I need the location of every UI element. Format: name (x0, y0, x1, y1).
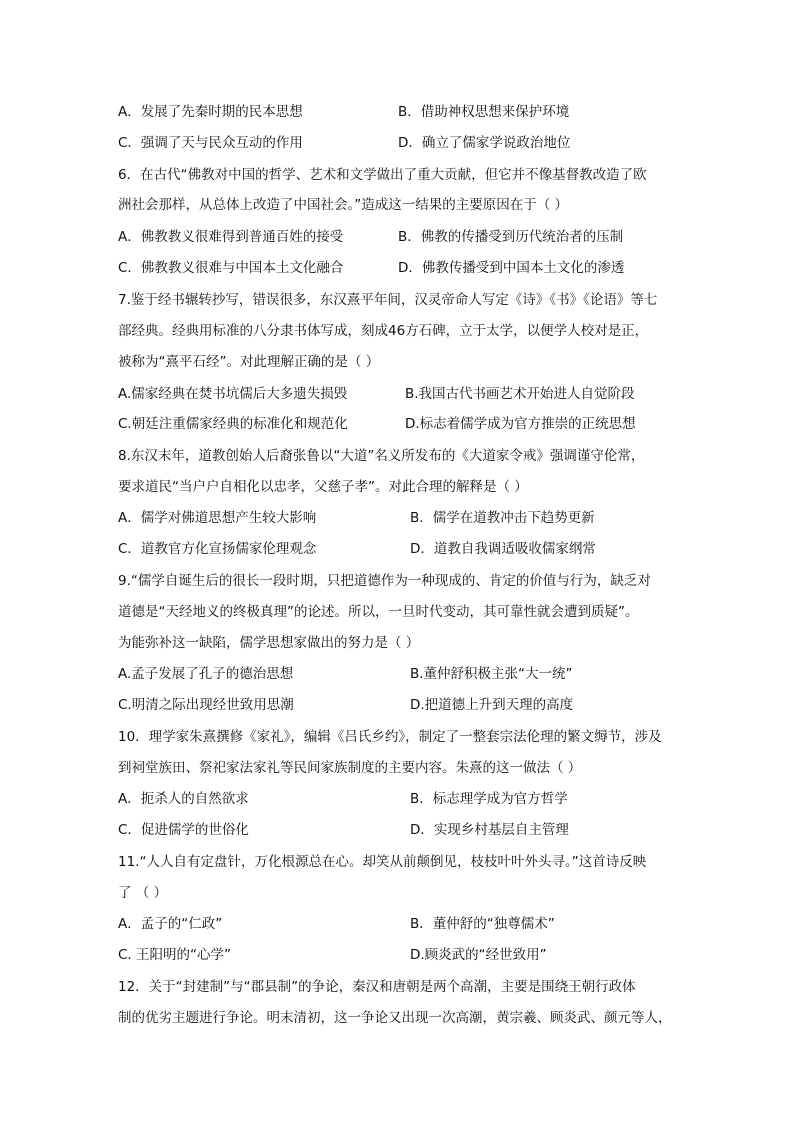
q9-stem-line-2: 道德是“天经地义的终极真理”的论述。所以，一旦时代变动，其可靠性就会遭到质疑”。 (118, 604, 639, 620)
q10-option-c[interactable]: C．促进儒学的世俗化 (118, 822, 249, 838)
q7-option-a[interactable]: A.儒家经典在焚书坑儒后大多遗失损毁 (118, 386, 348, 402)
q11-option-c[interactable]: C. 王阳明的“心学” (118, 947, 231, 963)
q9-option-b[interactable]: B.董仲舒积极主张“大一统” (410, 666, 573, 682)
q9-option-a[interactable]: A.孟子发展了孔子的德治思想 (118, 666, 294, 682)
q6-option-a[interactable]: A．佛教教义很难得到普通百姓的接受 (118, 229, 344, 245)
q5-option-c[interactable]: C．强调了天与民众互动的作用 (118, 135, 303, 151)
q8-option-a[interactable]: A．儒学对佛道思想产生较大影响 (118, 510, 317, 526)
q8-stem-line-1: 8.东汉末年，道教创始人后裔张鲁以“大道”名义所发布的《大道家令戒》强调谨守伦常， (118, 448, 645, 464)
q6-stem-line-1: 6．在古代“佛教对中国的哲学、艺术和文学做出了重大贡献，但它并不像基督教改造了欧 (118, 167, 647, 183)
q5-option-b[interactable]: B．借助神权思想来保护环境 (398, 104, 570, 120)
q7-option-d[interactable]: D.标志着儒学成为官方推崇的正统思想 (405, 416, 636, 432)
q11-option-a[interactable]: A．孟子的“仁政” (118, 916, 223, 932)
q9-option-c[interactable]: C.明清之际出现经世致用思潮 (118, 697, 294, 713)
q10-stem-line-1: 10．理学家朱熹撰修《家礼》，编辑《吕氏乡约》，制定了一整套宗法伦理的繁文缛节，涉及 (118, 729, 662, 745)
q8-option-d[interactable]: D．道教自我调适吸收儒家纲常 (410, 541, 596, 557)
q5-option-d[interactable]: D．确立了儒家学说政治地位 (398, 135, 571, 151)
q11-stem-line-1: 11.“人人自有定盘针，万化根源总在心。却笑从前颠倒见，枝枝叶叶外头寻。”这首诗反映 (118, 854, 647, 870)
q7-stem-line-3: 被称为“熹平石经”。对此理解正确的是（ ） (118, 354, 380, 370)
q6-option-d[interactable]: D．佛教传播受到中国本土文化的渗透 (398, 260, 625, 276)
q12-stem-line-1: 12．关于“封建制”与“郡县制”的争论，秦汉和唐朝是两个高潮，主要是围绕王朝行政体 (118, 979, 636, 995)
q8-stem-line-2: 要求道民“当户户自相化以忠孝，父慈子孝”。对此合理的解释是（ ） (118, 479, 528, 495)
q7-stem-line-1: 7.鉴于经书辗转抄写，错误很多，东汉熹平年间，汉灵帝命人写定《诗》《书》《论语》等七 (118, 292, 658, 308)
q11-stem-line-2: 了 （ ） (118, 885, 168, 901)
q9-stem-line-3: 为能弥补这一缺陷，儒学思想家做出的努力是（ ） (118, 635, 420, 651)
q10-stem-line-2: 到祠堂族田、祭祀家法家礼等民间家族制度的主要内容。朱熹的这一做法（ ） (118, 760, 582, 776)
q10-option-d[interactable]: D．实现乡村基层自主管理 (410, 822, 569, 838)
q5-option-a[interactable]: A．发展了先秦时期的民本思想 (118, 104, 303, 120)
q10-option-b[interactable]: B．标志理学成为官方哲学 (410, 791, 568, 807)
q7-option-c[interactable]: C.朝廷注重儒家经典的标准化和规范化 (118, 416, 348, 432)
q6-stem-line-2: 洲社会那样，从总体上改造了中国社会。”造成这一结果的主要原因在于（ ） (118, 197, 569, 213)
q6-option-b[interactable]: B．佛教的传播受到历代统治者的压制 (398, 229, 624, 245)
q9-stem-line-1: 9.“儒学自诞生后的很长一段时期，只把道德作为一种现成的、肯定的价值与行为，缺乏对 (118, 573, 651, 589)
q11-option-d[interactable]: D.顾炎武的“经世致用” (410, 947, 547, 963)
q9-option-d[interactable]: D.把道德上升到天理的高度 (410, 697, 574, 713)
q8-option-c[interactable]: C．道教官方化宣扬儒家伦理观念 (118, 541, 317, 557)
q12-stem-line-2: 制的优劣主题进行争论。明末清初，这一争论又出现一次高潮，黄宗羲、顾炎武、颜元等人， (118, 1010, 672, 1026)
q11-option-b[interactable]: B．董仲舒的“独尊儒术” (410, 916, 555, 932)
q7-option-b[interactable]: B.我国古代书画艺术开始进人自觉阶段 (405, 386, 635, 402)
q8-option-b[interactable]: B．儒学在道教冲击下趋势更新 (410, 510, 595, 526)
q6-option-c[interactable]: C．佛教教义很难与中国本土文化融合 (118, 260, 344, 276)
q7-stem-line-2: 部经典。经典用标准的八分隶书体写成，刻成46方石碑，立于太学，以便学人校对是正， (118, 323, 649, 339)
q10-option-a[interactable]: A．扼杀人的自然欲求 (118, 791, 249, 807)
